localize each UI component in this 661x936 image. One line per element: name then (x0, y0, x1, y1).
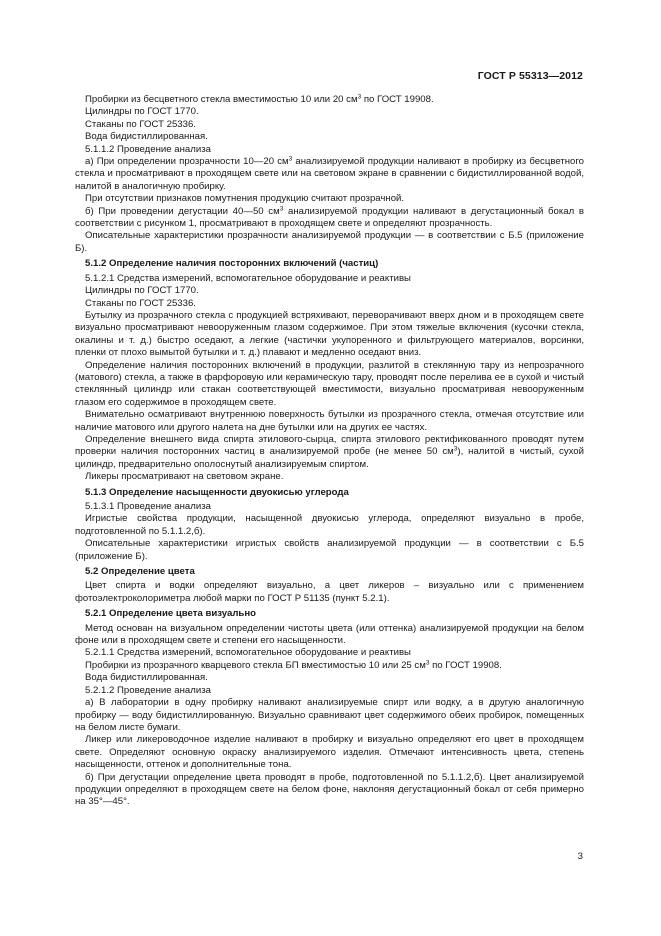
paragraph-text: Вода бидистиллированная. (85, 131, 208, 143)
superscript: 3 (425, 659, 430, 667)
paragraph-text: а) При определении прозрачности 10—20 см (85, 156, 289, 168)
paragraph (75, 471, 584, 483)
paragraph-text: Внимательно осматривают внутреннюю поверхность бутылки из прозрачного стекла, отмечая отсутствие или наличие матового или другого налета на дне бутылки или на других ее частях. (75, 409, 584, 433)
paragraph (75, 285, 584, 297)
paragraph-text: Описательные характеристики прозрачности анализируемой продукции — в соответствии с Б.5 (приложение Б). (75, 230, 584, 254)
paragraph-text: Пробирки из бесцветного стекла вместимостью 10 или 20 см (85, 94, 358, 105)
section-heading (75, 487, 584, 499)
paragraph (75, 580, 584, 605)
page-number: 3 (577, 851, 583, 862)
paragraph-text: анализируемой продукции наливают в пробирку из бесцветного стекла и просматривают в проходящем свете или на световом экране в сравнении с бидистиллированной водой, налитой в аналогичную пробирку. (75, 156, 584, 192)
paragraph-text: 5.1.3 Определение насыщенности двуокисью углерода (85, 486, 349, 498)
paragraph-text: 5.1.3.1 Проведение анализа (85, 501, 211, 512)
paragraph (75, 772, 584, 809)
paragraph-text: а) В лаборатории в одну пробирку наливают анализируемые спирт или водку, а в другую аналогичную пробирку — воду бидистиллированную. Визуально сравнивают цвет содержимого обеих пробирок, помещенных на белом листе бумаги. (75, 697, 584, 733)
paragraph (75, 501, 584, 513)
paragraph-text: Игристые свойства продукции, насыщенной двуокисью углерода, определяют визуально в пробе, подготовленной по 5.1.1.2,б). (75, 513, 584, 537)
superscript: 3 (453, 445, 458, 453)
paragraph (75, 119, 584, 131)
paragraph (75, 360, 584, 410)
paragraph (75, 106, 584, 118)
paragraph (75, 273, 584, 285)
paragraph-text: Цвет спирта и водки определяют визуально, а цвет ликеров – визуально или с применением фотоэлектроколориметра любой марки по ГОСТ Р 51135 (пункт 5.2.1). (75, 580, 584, 604)
paragraph (75, 409, 584, 434)
paragraph-text: Цилиндры по ГОСТ 1770. (85, 106, 199, 118)
paragraph-text: 5.1.2.1 Средства измерений, вспомогательное оборудование и реактивы (85, 272, 411, 284)
paragraph (75, 623, 584, 648)
superscript: 3 (288, 155, 293, 163)
paragraph-text: При отсутствии признаков помутнения продукцию считают прозрачной. (85, 193, 405, 205)
paragraph-text: Метод основан на визуальном определении чистоты цвета (или оттенка) анализируемой продукции на белом фоне или в проходящем свете и степени его насыщенности. (75, 622, 584, 647)
paragraph-text: 5.1.2 Определение наличия посторонних включений (частиц) (85, 258, 379, 270)
paragraph (75, 230, 584, 255)
superscript: 3 (357, 93, 362, 101)
paragraph-text: Бутылку из прозрачного стекла с продукцией встряхивают, переворачивают вверх дном и в проходящем свете визуально просматривают невооруженным глазом содержимое. При этом тяжелые включения (кусочки стекла, окалины и т. д.) быстро оседают, а легкие (частички укупоренного и фильтрующего материалов, ворсинки, пленки от плохо вымытой бутылки и т. д.) плавают и медленно оседают вниз. (75, 309, 584, 359)
paragraph-text: 5.2.1.1 Средства измерений, вспомогательное оборудование и реактивы (85, 647, 411, 659)
paragraph-text: 5.2 Определение цвета (85, 566, 195, 578)
section-heading (75, 608, 584, 620)
paragraph-text: по ГОСТ 19908. (361, 94, 434, 105)
paragraph (75, 156, 584, 193)
paragraph (75, 298, 584, 310)
paragraph-text: Описательные характеристики игристых свойств анализируемой продукции — в соответствии с Б.5 (приложение Б). (75, 538, 584, 562)
paragraph (75, 131, 584, 143)
paragraph (75, 685, 584, 697)
paragraph (75, 310, 584, 360)
standard-code-header: ГОСТ Р 55313—2012 (477, 70, 583, 82)
paragraph-text: Ликеры просматривают на световом экране. (85, 471, 284, 483)
paragraph-text: 5.2.1.2 Проведение анализа (85, 684, 211, 696)
paragraph (75, 206, 584, 231)
paragraph-text: Вода бидистиллированная. (85, 672, 208, 684)
paragraph-text: 5.2.1 Определение цвета визуально (85, 608, 256, 620)
section-heading (75, 566, 584, 578)
paragraph (75, 144, 584, 156)
paragraph (75, 734, 584, 771)
paragraph (75, 538, 584, 563)
paragraph (75, 672, 584, 684)
paragraph-text: 5.1.1.2 Проведение анализа (85, 143, 211, 155)
section-heading (75, 258, 584, 270)
paragraph-text: Стаканы по ГОСТ 25336. (85, 118, 196, 130)
paragraph (75, 647, 584, 659)
paragraph (75, 697, 584, 734)
paragraph (75, 660, 584, 672)
paragraph-text: Определение внешнего вида спирта этилового-сырца, спирта этилового ректификованного проводят путем проверки наличия посторонних частиц в анализируемой пробе (не менее 50 см (75, 433, 584, 458)
paragraph (75, 434, 584, 471)
superscript: 3 (279, 205, 284, 213)
paragraph (75, 94, 584, 106)
paragraph-text: анализируемой продукции наливают в дегустационный бокал в соответствии с рисунком 1, просматривают в проходящем свете и определяют прозрачность. (75, 205, 584, 230)
paragraph-text: по ГОСТ 19908. (429, 659, 502, 671)
paragraph-text: Определение наличия посторонних включений в продукции, разлитой в стеклянную тару из непрозрачного (матового) стекла, а также в фарфоровую или керамическую тару, проводят после перелива ее в сухой и чистый стеклянный цилиндр или стакан соответствующей вместимости, визуально просматривая невооруженным глазом его содержимое в проходящем свете. (75, 359, 584, 408)
paragraph-text: Цилиндры по ГОСТ 1770. (85, 285, 199, 297)
paragraph-text: Стаканы по ГОСТ 25336. (85, 297, 196, 309)
paragraph-text: ), налитой в чистый, сухой цилиндр, предварительно ополоснутый анализируемым спиртом. (75, 446, 584, 470)
paragraph (75, 193, 584, 205)
paragraph (75, 513, 584, 538)
document-body (75, 94, 584, 809)
paragraph-text: Пробирки из прозрачного кварцевого стекла БП вместимостью 10 или 25 см (85, 659, 426, 671)
paragraph-text: б) При проведении дегустации 40—50 см (85, 205, 280, 217)
paragraph-text: Ликер или ликероводочное изделие наливают в пробирку и визуально определяют его цвет в проходящем свете. Определяют основную окраску анализируемого изделия. Отмечают интенсивность цвета, степень насыщенности, оттенок и дополнительные тона. (75, 734, 584, 771)
paragraph-text: б) При дегустации определение цвета проводят в пробе, подготовленной по 5.1.1.2,б). Цвет анализируемой продукции определяют в проходящем свете на белом фоне, наклоняя дегустационный бокал от себя примерно на 35°—45°. (75, 771, 584, 808)
